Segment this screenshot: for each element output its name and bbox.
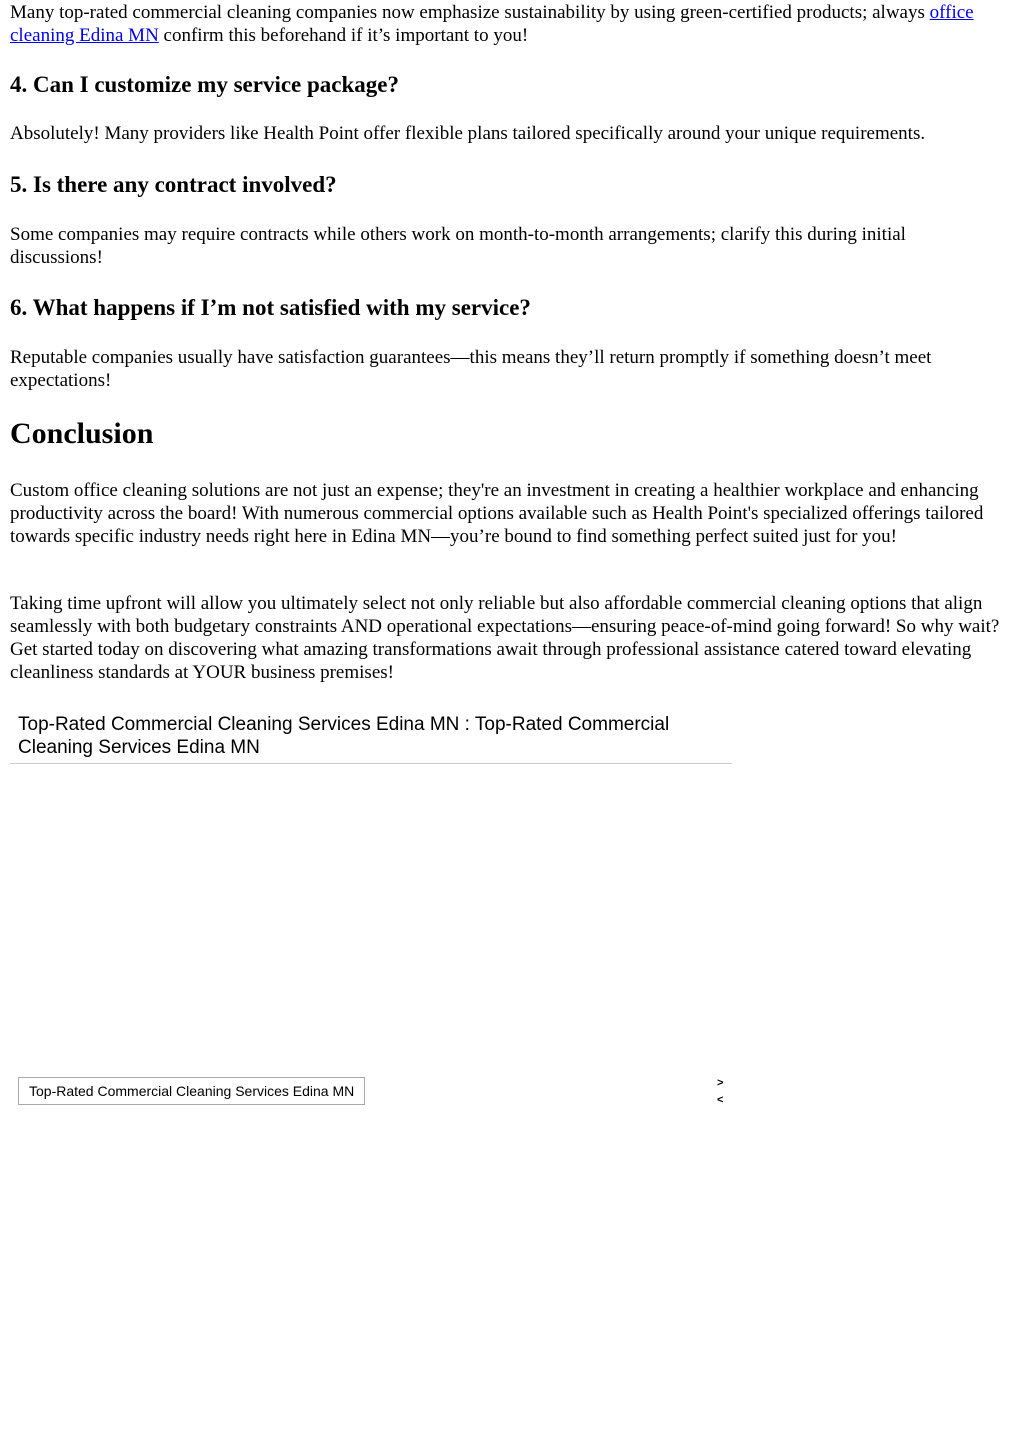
faq-question-4: 4. Can I customize my service package? bbox=[10, 72, 400, 97]
conclusion-paragraph-2: Taking time upfront will allow you ultimately select not only reliable but also affordable commercial cleaning options that align seamlessly with both budgetary constraints AND operational expectations—ensuring peace-of-mind going forward! So why wait? Get started today on discovering what amazing transformations await through professional assistance catered toward elevating cleanliness standards at YOUR business premises! bbox=[10, 593, 1000, 683]
slideshow-title: Top-Rated Commercial Cleaning Services Edina MN : Top-Rated Commercial Cleaning Services Edina MN bbox=[18, 714, 670, 758]
faq-question-6: 6. What happens if I’m not satisfied with my service? bbox=[10, 295, 531, 320]
office-cleaning-link[interactable]: office cleaning Edina MN bbox=[10, 2, 974, 46]
intro-text-before: Many top-rated commercial cleaning companies now emphasize sustainability by using green-certified products; always bbox=[10, 2, 930, 23]
slideshow-tab[interactable]: Top-Rated Commercial Cleaning Services Edina MN bbox=[18, 1077, 365, 1105]
faq-answer-4: Absolutely! Many providers like Health Point offer flexible plans tailored specifically around your unique requirements. bbox=[10, 123, 926, 144]
embedded-slideshow bbox=[10, 707, 732, 1107]
intro-text-after: confirm this beforehand if it’s important to you! bbox=[158, 25, 529, 46]
previous-slide-button[interactable]: < bbox=[717, 1094, 724, 1106]
faq-question-5: 5. Is there any contract involved? bbox=[10, 172, 337, 197]
conclusion-paragraph-1: Custom office cleaning solutions are not just an expense; they're an investment in creating a healthier workplace and enhancing productivity across the board! With numerous commercial options available such as Health Point's specialized offerings tailored towards specific industry needs right here in Edina MN—you’re bound to find something perfect suited just for you! bbox=[10, 480, 984, 547]
intro-paragraph bbox=[10, 1, 1014, 47]
next-slide-button[interactable]: > bbox=[717, 1077, 724, 1089]
conclusion-heading: Conclusion bbox=[10, 417, 154, 450]
slideshow-header bbox=[10, 707, 732, 764]
faq-answer-6: Reputable companies usually have satisfaction guarantees—this means they’ll return promptly if something doesn’t meet expectations! bbox=[10, 347, 932, 391]
faq-answer-5: Some companies may require contracts while others work on month-to-month arrangements; clarify this during initial discussions! bbox=[10, 224, 906, 268]
